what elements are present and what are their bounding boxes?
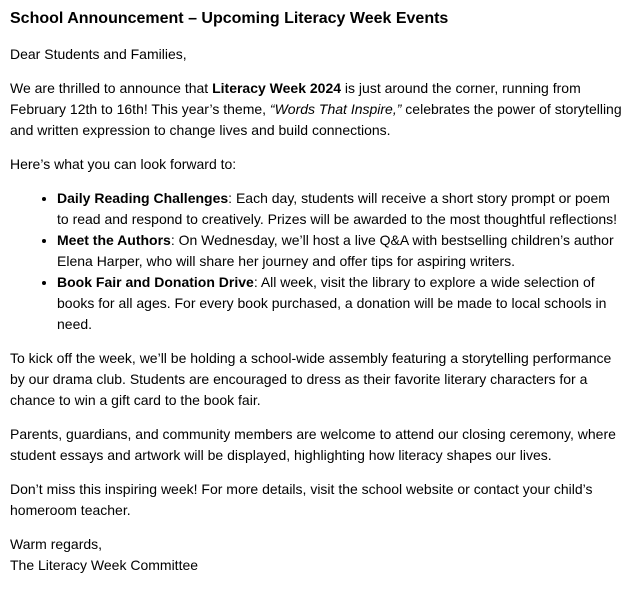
bullet-text: : On Wednesday, we’ll host a live Q&A with bestselling children’s author Elena Harper, who will share her journey and offer tips for aspiring writers. xyxy=(57,232,614,269)
list-item-meet-the-authors xyxy=(57,230,622,272)
intro-text-run-3: celebrates the power of storytelling and written expression to change lives and build connections. xyxy=(10,101,622,138)
intro-text-run-1: We are thrilled to announce that xyxy=(10,80,213,96)
bullet-text: : Each day, students will receive a short story prompt or poem to read and respond to creatively. Prizes will be awarded to the most thoughtful reflections! xyxy=(57,190,618,227)
signature-block xyxy=(10,534,622,576)
intro-bold-run: Literacy Week 2024 xyxy=(212,80,342,96)
bullet-text: : All week, visit the library to explore a wide selection of books for all ages. For every book purchased, a donation will be made to local schools in need. xyxy=(57,274,607,332)
assembly-paragraph: To kick off the week, we’ll be holding a school-wide assembly featuring a storytelling performance by our drama club. Students are encouraged to dress as their favorite literary characters for a chance to win a gift card to the book fair. xyxy=(10,350,612,408)
signoff-line: Warm regards, xyxy=(10,536,103,552)
events-list xyxy=(10,188,622,335)
bullet-label: Book Fair and Donation Drive xyxy=(57,274,254,290)
list-item-daily-reading-challenges xyxy=(57,188,622,230)
bullet-label: Meet the Authors xyxy=(57,232,171,248)
signature-line: The Literacy Week Committee xyxy=(10,557,199,573)
document-title: School Announcement – Upcoming Literacy Week Events xyxy=(10,10,449,27)
intro-paragraph xyxy=(10,78,622,141)
greeting-line: Dear Students and Families, xyxy=(10,46,187,62)
intro-italic-run: “Words That Inspire,” xyxy=(269,101,402,117)
list-item-book-fair-donation-drive xyxy=(57,272,622,335)
call-to-action-paragraph: Don’t miss this inspiring week! For more details, visit the school website or contact your child’s homeroom teacher. xyxy=(10,481,593,518)
bullet-label: Daily Reading Challenges xyxy=(57,190,229,206)
closing-ceremony-paragraph: Parents, guardians, and community members are welcome to attend our closing ceremony, where student essays and artwork will be displayed, highlighting how literacy shapes our lives. xyxy=(10,426,616,463)
lead-in-line: Here’s what you can look forward to: xyxy=(10,156,237,172)
intro-text-run-2: is just around the corner, running from February 12th to 16th! This year’s theme, xyxy=(10,80,581,117)
